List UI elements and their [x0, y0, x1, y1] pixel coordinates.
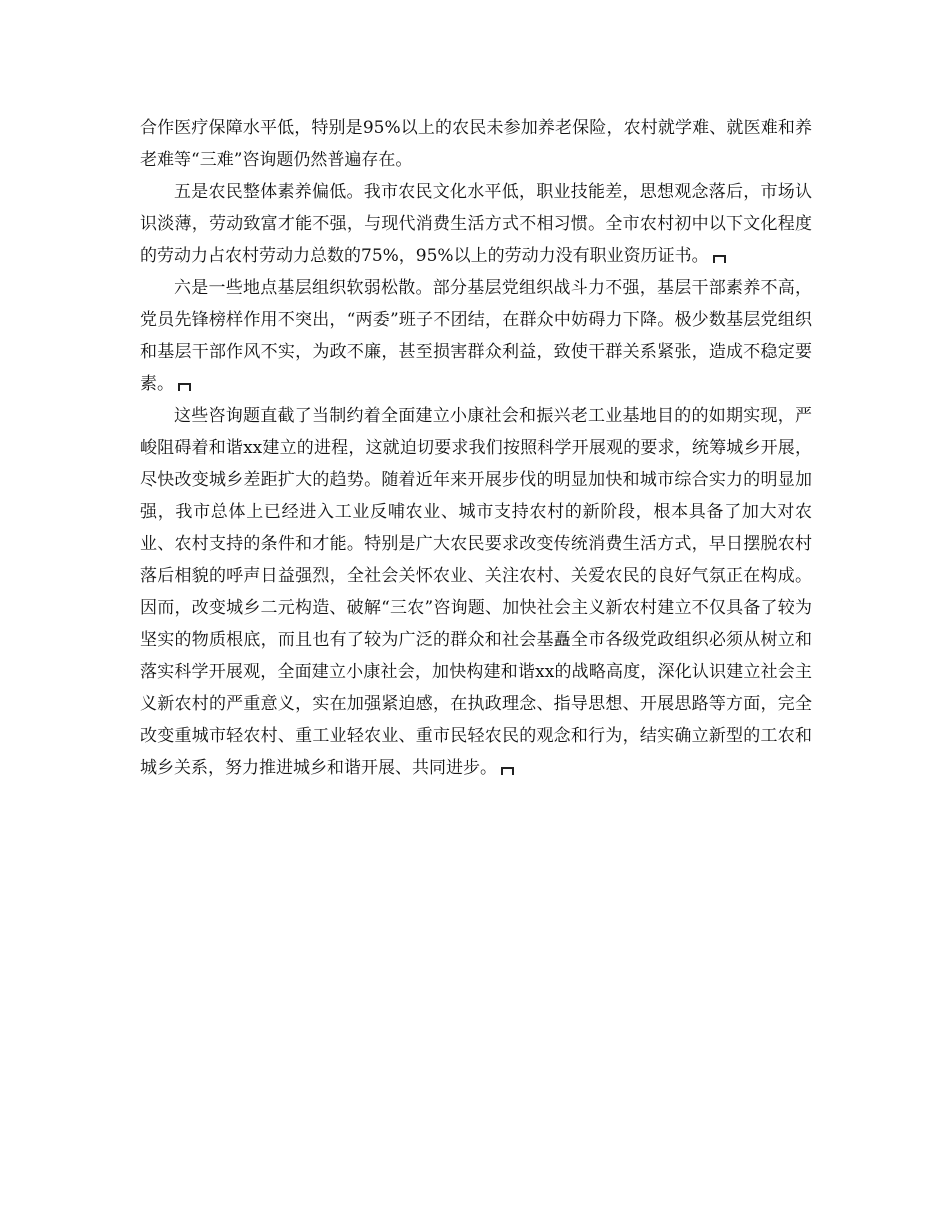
- paragraph-mark-icon: [178, 383, 191, 391]
- paragraph-text: 这些咨询题直截了当制约着全面建立小康社会和振兴老工业基地目的的如期实现，严峻阻碍着和谐xx建立的进程，这就迫切要求我们按照科学开展观的要求，统筹城乡开展，尽快改变城乡差距扩大的趋势。随着近年来开展步伐的明显加快和城市综合实力的明显加强，我市总体上已经进入工业反哺农业、城市支持农村的新阶段，根本具备了加大对农业、农村支持的条件和才能。特别是广大农民要求改变传统消费生活方式，早日摆脱农村落后相貌的呼声日益强烈，全社会关怀农业、关注农村、关爱农民的良好气氛正在构成。因而，改变城乡二元构造、破解“三农”咨询题、加快社会主义新农村建立不仅具备了较为坚实的物质根底，而且也有了较为广泛的群众和社会基矗全市各级党政组织必须从树立和落实科学开展观，全面建立小康社会，加快构建和谐xx的战略高度，深化认识建立社会主义新农村的严重意义，实在加强紧迫感，在执政理念、指导思想、开展思路等方面，完全改变重城市轻农村、重工业轻农业、重市民轻农民的观念和行为，结实确立新型的工农和城乡关系，努力推进城乡和谐开展、共同进步。: [140, 406, 812, 778]
- paragraph-mark-icon: [501, 767, 514, 775]
- document-page: [140, 112, 812, 784]
- paragraph-continuation: [140, 112, 812, 176]
- paragraph-mark-icon: [713, 255, 726, 263]
- paragraph-text: 五是农民整体素养偏低。我市农民文化水平低，职业技能差，思想观念落后，市场认识淡薄，劳动致富才能不强，与现代消费生活方式不相习惯。全市农村初中以下文化程度的劳动力占农村劳动力总数的75%，95%以上的劳动力没有职业资历证书。: [140, 182, 812, 266]
- paragraph-text: 六是一些地点基层组织软弱松散。部分基层党组织战斗力不强，基层干部素养不高，党员先锋榜样作用不突出，“两委”班子不团结，在群众中妨碍力下降。极少数基层党组织和基层干部作风不实，为政不廉，甚至损害群众利益，致使干群关系紧张，造成不稳定要素。: [140, 278, 812, 394]
- paragraph-grassroots-organization: [140, 272, 812, 400]
- paragraph-farmer-quality: [140, 176, 812, 272]
- paragraph-text: 合作医疗保障水平低，特别是95%以上的农民未参加养老保险，农村就学难、就医难和养老难等“三难”咨询题仍然普遍存在。: [140, 118, 812, 170]
- paragraph-urban-rural-development: [140, 400, 812, 784]
